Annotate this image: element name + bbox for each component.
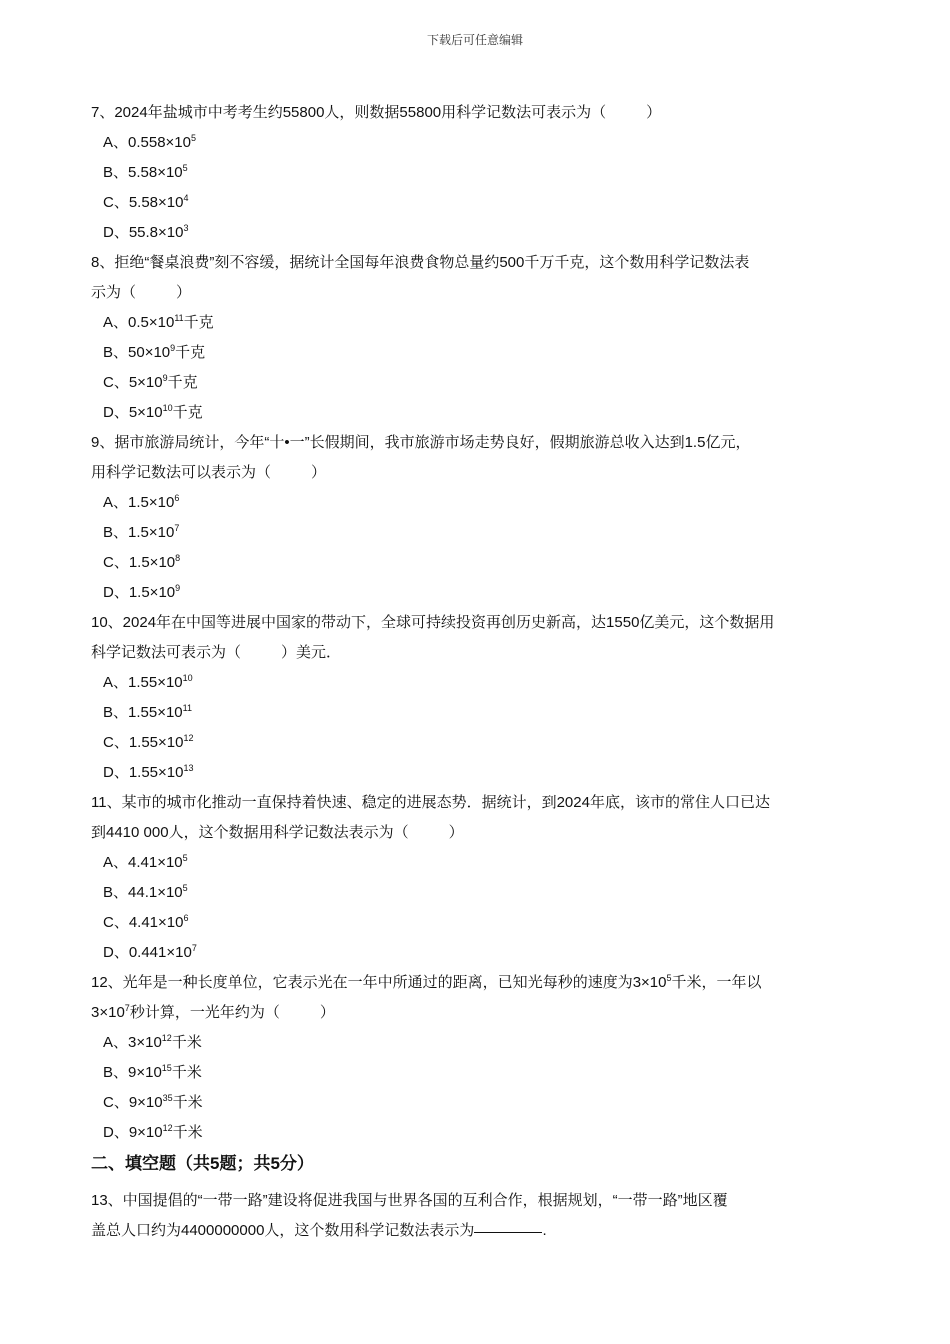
option-text: B、1.5×10 (103, 524, 175, 541)
bracket-close: ） (176, 284, 192, 301)
question-9 (91, 428, 861, 458)
question-stem-line2: 用科学记数法可以表示为（ (91, 464, 272, 481)
question-stem-line1: 11、某市的城市化推动一直保持着快速、稳定的进展态势．据统计，到2024年底，该市的常住人口已达 (91, 794, 770, 811)
exponent: 10 (162, 403, 173, 413)
option-text: D、0.441×10 (103, 944, 192, 961)
exponent: 12 (161, 1033, 172, 1043)
question-12-line2 (91, 998, 861, 1028)
option-text: C、4.41×10 (103, 914, 184, 931)
option-a (103, 668, 861, 698)
option-text: A、4.41×10 (103, 854, 183, 871)
exponent: 7 (124, 1003, 130, 1013)
exponent: 5 (182, 883, 188, 893)
option-c (103, 368, 861, 398)
exponent: 9 (170, 343, 176, 353)
option-a (103, 308, 861, 338)
exponent: 5 (182, 853, 188, 863)
option-text: C、1.5×10 (103, 554, 176, 571)
exponent: 10 (182, 673, 193, 683)
option-text: A、3×10 (103, 1034, 162, 1051)
option-text: B、5.58×10 (103, 164, 183, 181)
option-d (103, 398, 861, 428)
question-12 (91, 968, 861, 998)
option-text: D、55.8×10 (103, 224, 184, 241)
unit: 千米 (171, 1064, 202, 1081)
bracket-close: ） (311, 464, 327, 481)
unit: 千克 (167, 374, 198, 391)
exponent: 5 (191, 133, 197, 143)
option-a (103, 1028, 861, 1058)
exponent: 12 (183, 733, 194, 743)
exponent: 7 (174, 523, 180, 533)
section-heading: 二、填空题（共5题；共5分） (91, 1154, 314, 1173)
option-text: A、0.558×10 (103, 134, 191, 151)
option-b (103, 518, 861, 548)
option-c (103, 908, 861, 938)
option-c (103, 1088, 861, 1118)
exponent: 13 (183, 763, 194, 773)
option-text: C、1.55×10 (103, 734, 184, 751)
option-b (103, 1058, 861, 1088)
question-stem-line2: 3×10 (91, 1004, 125, 1021)
exponent: 9 (175, 583, 181, 593)
question-8-line2 (91, 278, 861, 308)
exponent: 6 (183, 913, 189, 923)
option-text: D、9×10 (103, 1124, 163, 1141)
option-text: A、1.5×10 (103, 494, 175, 511)
question-stem-line2-end: 秒计算，一光年约为（ (129, 1004, 280, 1021)
unit: 千克 (175, 344, 206, 361)
option-text: A、0.5×10 (103, 314, 175, 331)
option-text: D、1.5×10 (103, 584, 176, 601)
exponent: 5 (182, 163, 188, 173)
option-text: B、9×10 (103, 1064, 162, 1081)
question-13-line2 (91, 1216, 861, 1246)
question-11 (91, 788, 861, 818)
question-stem-line1-end: 千米，一年以 (671, 974, 762, 991)
option-b (103, 878, 861, 908)
option-text: B、1.55×10 (103, 704, 183, 721)
question-8 (91, 248, 861, 278)
exponent: 15 (161, 1063, 172, 1073)
unit: 千克 (172, 404, 203, 421)
option-c (103, 548, 861, 578)
option-a (103, 128, 861, 158)
answer-blank[interactable] (474, 1231, 542, 1233)
option-a (103, 488, 861, 518)
page-header: 下载后可任意编辑 (426, 33, 523, 47)
unit: 千米 (172, 1094, 203, 1111)
exponent: 3 (183, 223, 189, 233)
option-text: B、44.1×10 (103, 884, 183, 901)
bracket-close: ）美元． (281, 644, 342, 661)
exponent: 9 (162, 373, 168, 383)
option-b (103, 698, 861, 728)
exponent: 11 (182, 703, 192, 713)
option-text: D、1.55×10 (103, 764, 184, 781)
exponent: 5 (666, 973, 672, 983)
option-d (103, 218, 861, 248)
question-stem-line1: 9、据市旅游局统计，今年“十•一”长假期间，我市旅游市场走势良好，假期旅游总收入达到1.5亿元， (91, 434, 751, 451)
option-text: B、50×10 (103, 344, 171, 361)
option-a (103, 848, 861, 878)
question-stem-line2: 盖总人口约为4400000000人，这个数用科学记数法表示为 (91, 1222, 475, 1239)
bracket-close: ） (646, 104, 662, 121)
question-stem-line1: 12、光年是一种长度单位，它表示光在一年中所通过的距离，已知光每秒的速度为3×10 (91, 974, 667, 991)
question-stem-line2: 到4410 000人，这个数据用科学记数法表示为（ (91, 824, 409, 841)
option-d (103, 1118, 861, 1148)
period: . (542, 1222, 547, 1239)
question-list (91, 98, 861, 1246)
unit: 千克 (183, 314, 214, 331)
option-c (103, 728, 861, 758)
option-text: C、5.58×10 (103, 194, 184, 211)
exponent: 12 (162, 1123, 173, 1133)
option-b (103, 158, 861, 188)
option-d (103, 938, 861, 968)
question-9-line2 (91, 458, 861, 488)
unit: 千米 (171, 1034, 202, 1051)
option-text: C、9×10 (103, 1094, 163, 1111)
exponent: 6 (174, 493, 180, 503)
question-11-line2 (91, 818, 861, 848)
option-text: D、5×10 (103, 404, 163, 421)
question-stem: 7、2024年盐城市中考考生约55800人，则数据55800用科学记数法可表示为（ (91, 104, 607, 121)
exponent: 8 (175, 553, 181, 563)
question-stem-line1: 10、2024年在中国等进展中国家的带动下，全球可持续投资再创历史新高，达1550亿美元，这个数据用 (91, 614, 775, 631)
exponent: 7 (191, 943, 197, 953)
unit: 千米 (172, 1124, 203, 1141)
option-b (103, 338, 861, 368)
question-7 (91, 98, 861, 128)
exponent: 11 (174, 313, 184, 323)
bracket-close: ） (319, 1004, 335, 1021)
question-10-line2 (91, 638, 861, 668)
question-stem-line2: 示为（ (91, 284, 137, 301)
option-text: C、5×10 (103, 374, 163, 391)
question-13 (91, 1186, 861, 1216)
question-stem-line1: 13、中国提倡的“一带一路”建设将促进我国与世界各国的互利合作，根据规划，“一带一路”地区覆 (91, 1192, 728, 1209)
option-d (103, 578, 861, 608)
exponent: 4 (183, 193, 189, 203)
option-d (103, 758, 861, 788)
option-text: A、1.55×10 (103, 674, 183, 691)
question-stem-line2: 科学记数法可表示为（ (91, 644, 242, 661)
exponent: 35 (162, 1093, 173, 1103)
question-10 (91, 608, 861, 638)
bracket-close: ） (448, 824, 464, 841)
option-c (103, 188, 861, 218)
question-stem-line1: 8、拒绝“餐桌浪费”刻不容缓，据统计全国每年浪费食物总量约500千万千克，这个数用科学记数法表 (91, 254, 750, 271)
